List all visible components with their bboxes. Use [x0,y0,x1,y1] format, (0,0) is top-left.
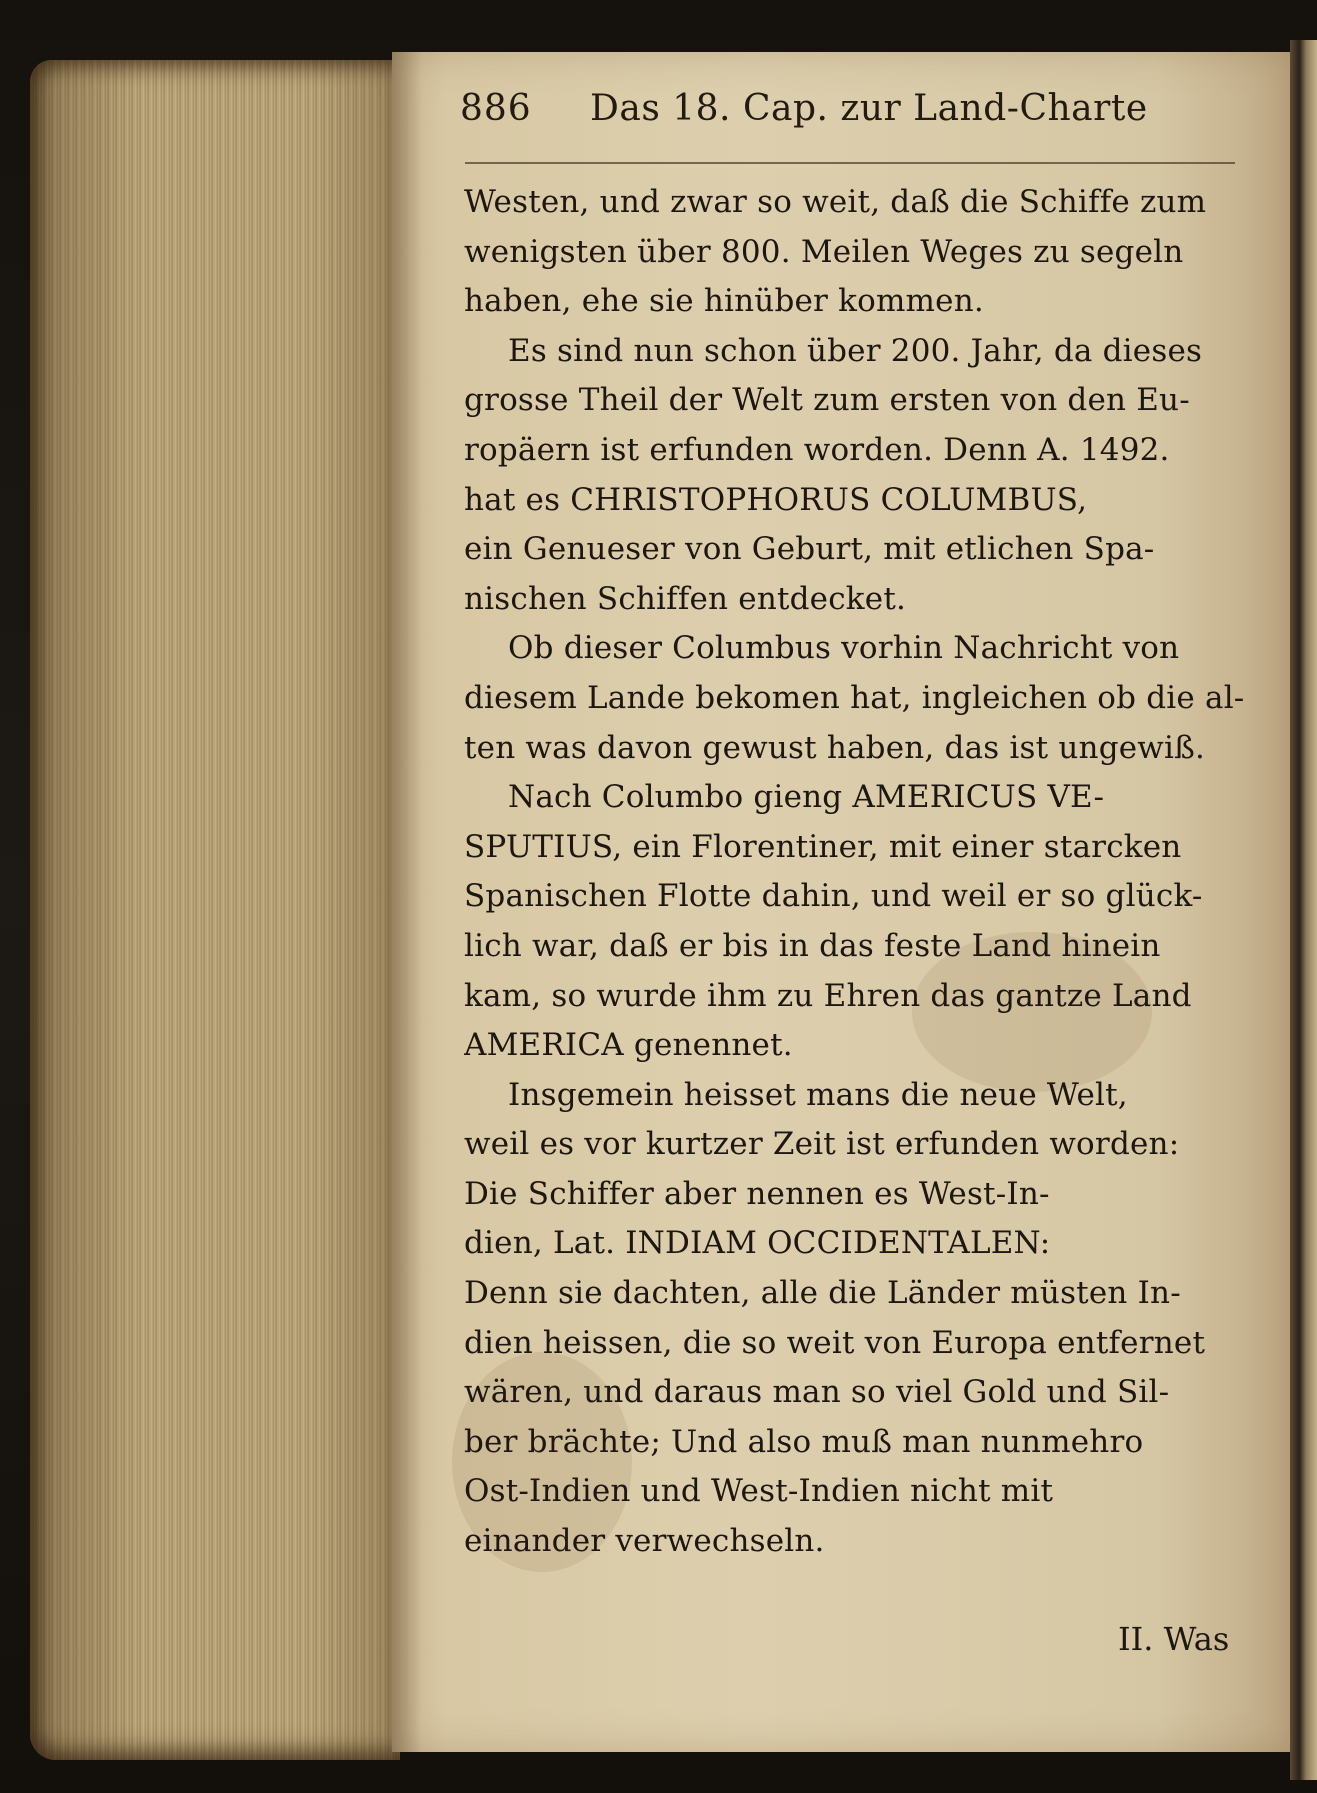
text-line: ein Genueser von Geburt, mit etlichen Spa- [464,531,1155,568]
header-rule [465,162,1235,164]
text-line: SPUTIUS, ein Florentiner, mit einer starcken [464,828,1182,865]
text-line: dien, Lat. INDIAM OCCIDENTALEN: [464,1225,1051,1262]
text-line: Die Schiffer aber nennen es West-In- [464,1175,1050,1212]
text-line: grosse Theil der Welt zum ersten von den Eu- [464,382,1190,419]
text-line: ten was davon gewust haben, das ist ungewiß. [464,729,1206,766]
text-line: Es sind nun schon über 200. Jahr, da dieses [508,332,1203,369]
text-line: Insgemein heisset mans die neue Welt, [508,1076,1128,1113]
text-line: Denn sie dachten, alle die Länder müsten In- [464,1275,1181,1312]
catchword: II. Was [1118,1620,1230,1658]
text-line: dien heissen, die so weit von Europa entfernet [464,1324,1206,1361]
text-line: ber brächte; Und also muß man nunmehro [464,1423,1144,1460]
text-line: nischen Schiffen entdecket. [464,580,907,617]
text-line: hat es CHRISTOPHORUS COLUMBUS, [464,481,1088,518]
text-line: weil es vor kurtzer Zeit ist erfunden worden: [464,1126,1180,1163]
text-line: Ost-Indien und West-Indien nicht mit [464,1473,1054,1510]
running-head: Das 18. Cap. zur Land-Charte [590,88,1148,129]
page-header [460,88,1260,148]
text-line: Ob dieser Columbus vorhin Nachricht von [508,630,1180,667]
body-text [464,178,1254,1567]
text-line: AMERICA genennet. [464,1027,793,1064]
text-line: Spanischen Flotte dahin, und weil er so glück- [464,878,1203,915]
book-gutter [1290,40,1317,1780]
text-line: haben, ehe sie hinüber kommen. [464,283,984,320]
text-line: ropäern ist erfunden worden. Denn A. 1492. [464,431,1170,468]
text-line: Westen, und zwar so weit, daß die Schiffe zum [464,184,1207,220]
text-line: wenigsten über 800. Meilen Weges zu segeln [464,233,1184,270]
page-number: 886 [460,88,532,129]
text-line: diesem Lande bekomen hat, ingleichen ob die al- [464,679,1245,716]
text-line: einander verwechseln. [464,1523,825,1560]
text-line: lich war, daß er bis in das feste Land hinein [464,927,1161,964]
text-line: wären, und daraus man so viel Gold und Sil- [464,1374,1170,1411]
text-line: kam, so wurde ihm zu Ehren das gantze Land [464,977,1192,1014]
book-page-edges [30,60,400,1760]
text-line: Nach Columbo gieng AMERICUS VE- [508,779,1105,816]
